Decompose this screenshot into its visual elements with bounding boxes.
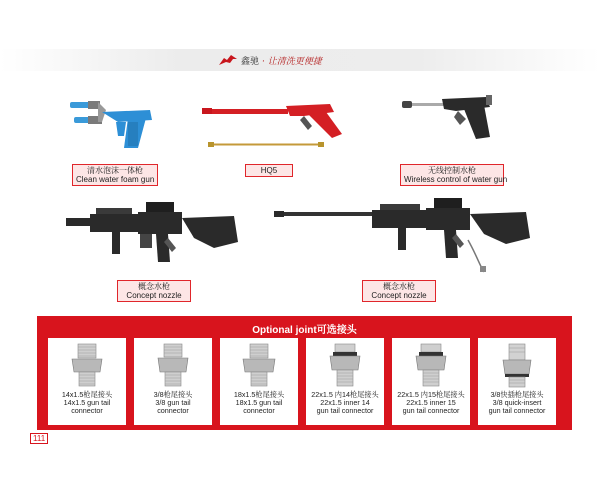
product-en: Wireless control of water gun <box>404 175 508 184</box>
joint-text <box>306 391 384 415</box>
joint-line: connector <box>71 406 103 415</box>
joint-line: 14x1.5枪尾接头 <box>61 390 113 399</box>
optional-joint-title: Optional joint可选接头 <box>252 325 357 336</box>
product-en: Clean water foam gun <box>76 175 155 184</box>
product-cn: 清水泡沫一体枪 <box>87 166 143 175</box>
joint-card <box>392 338 470 425</box>
joint-card <box>48 338 126 425</box>
joint-card <box>306 338 384 425</box>
optional-joint-section <box>37 316 572 430</box>
joint-text <box>48 391 126 415</box>
joint-text <box>392 391 470 415</box>
horse-logo-icon <box>218 54 238 66</box>
joint-line: gun tail connector <box>316 406 374 415</box>
joint-line: connector <box>157 406 189 415</box>
joint-line: 18x1.5 gun tail <box>235 398 283 407</box>
joint-connector-icon <box>239 342 279 390</box>
joint-text <box>478 391 556 415</box>
concept-nozzle-short-image <box>64 198 242 274</box>
product-label-concept-nozzle-2 <box>362 280 436 302</box>
joint-line: 22x1.5 内15枪尾接头 <box>397 390 465 399</box>
joint-line: connector <box>243 406 275 415</box>
joint-line: 22x1.5 内14枪尾接头 <box>311 390 379 399</box>
brand-slogan: · 让清洗更便捷 <box>262 56 322 67</box>
quick-insert-connector-icon <box>497 342 537 390</box>
joint-line: 22x1.5 inner 14 <box>320 398 370 407</box>
joint-text <box>134 391 212 415</box>
joint-card <box>220 338 298 425</box>
foam-gun-image <box>68 92 160 152</box>
joint-connector-icon <box>153 342 193 390</box>
product-cn: 无线控制水枪 <box>428 166 476 175</box>
joint-line: 3/8 quick-insert <box>492 398 542 407</box>
product-label-foam-gun <box>72 164 158 186</box>
product-label-hq5 <box>245 164 293 177</box>
joint-line: 3/8快插枪尾接头 <box>490 390 544 399</box>
joint-line: 18x1.5枪尾接头 <box>233 390 285 399</box>
product-en: HQ5 <box>260 166 278 175</box>
brand <box>218 52 322 68</box>
joint-connector-icon <box>411 342 451 390</box>
joint-connector-icon <box>325 342 365 390</box>
joint-line: 3/8枪尾接头 <box>153 390 193 399</box>
joint-card <box>478 338 556 425</box>
product-label-concept-nozzle-1 <box>117 280 191 302</box>
product-en: Concept nozzle <box>371 291 427 300</box>
joint-line: 14x1.5 gun tail <box>63 398 111 407</box>
concept-nozzle-long-image <box>272 196 536 274</box>
joint-line: gun tail connector <box>402 406 460 415</box>
joint-card <box>134 338 212 425</box>
page-number: 111 <box>30 433 48 444</box>
joint-text <box>220 391 298 415</box>
product-en: Concept nozzle <box>126 291 182 300</box>
product-label-wireless-gun <box>400 164 508 186</box>
wireless-gun-image <box>400 95 500 157</box>
joint-line: 22x1.5 inner 15 <box>406 398 456 407</box>
joint-line: gun tail connector <box>488 406 546 415</box>
brand-name: 鑫驰 <box>241 55 260 66</box>
product-cn: 概念水枪 <box>138 282 170 291</box>
product-cn: 概念水枪 <box>383 282 415 291</box>
joint-line: 3/8 gun tail <box>155 398 191 407</box>
hq5-gun-image <box>200 98 350 160</box>
joint-connector-icon <box>67 342 107 390</box>
